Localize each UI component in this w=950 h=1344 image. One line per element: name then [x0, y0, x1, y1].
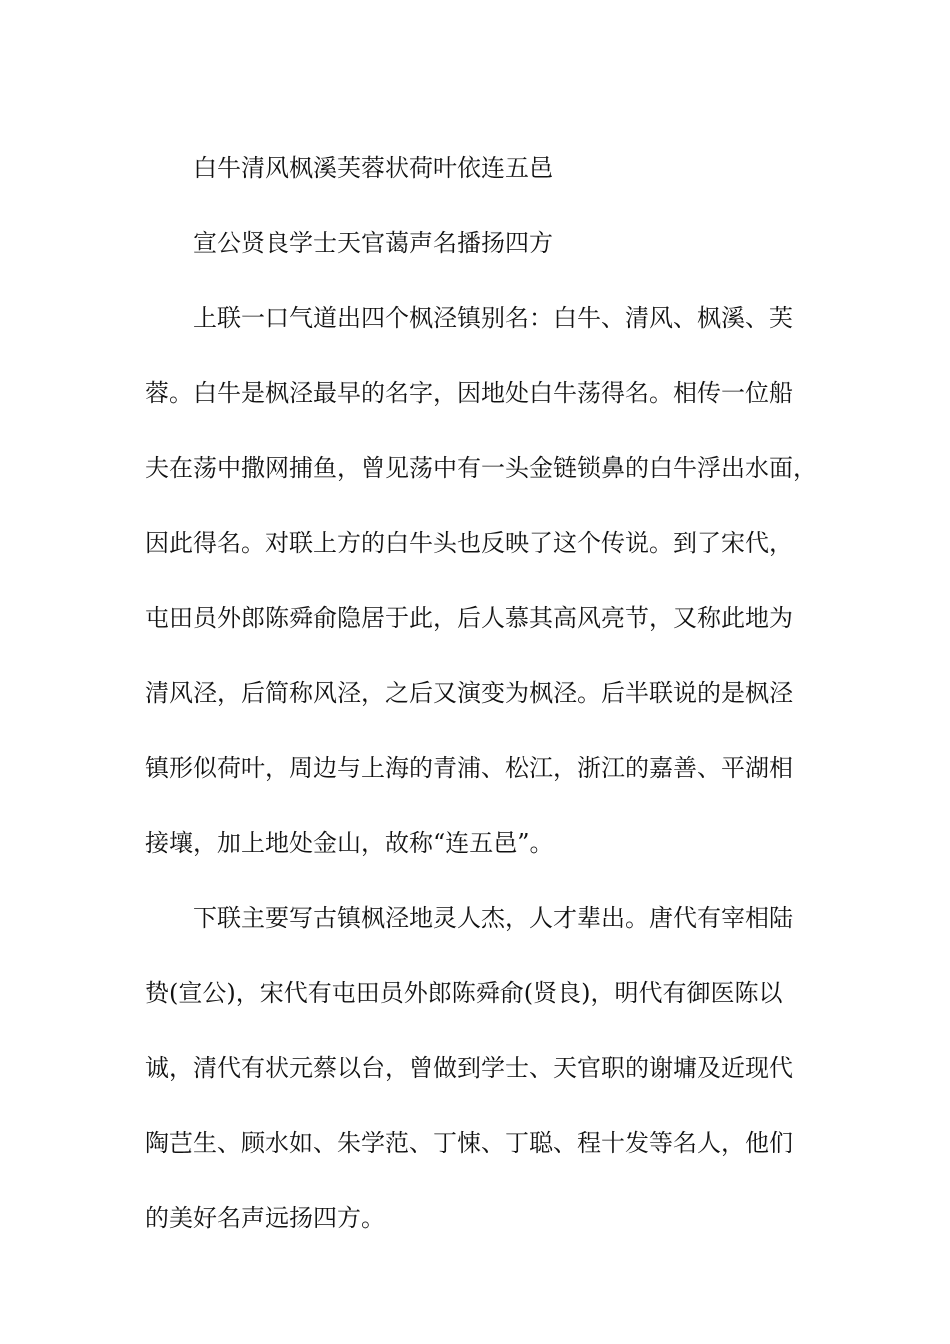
paragraph-line: 屯田员外郎陈舜俞隐居于此，后人慕其高风亮节，又称此地为 [145, 604, 793, 632]
couplet-upper-line: 白牛清风枫溪芙蓉状荷叶依连五邑 [193, 154, 553, 182]
paragraph-line: 诚，清代有状元蔡以台，曾做到学士、天官职的谢墉及近现代 [145, 1054, 793, 1082]
paragraph-lower-explanation [145, 881, 810, 1256]
couplet-lower-line: 宣公贤良学士天官蔼声名播扬四方 [193, 229, 553, 257]
paragraph-line: 因此得名。对联上方的白牛头也反映了这个传说。到了宋代， [145, 529, 793, 557]
paragraph-upper-explanation [145, 281, 817, 881]
paragraph-line: 的美好名声远扬四方。 [145, 1204, 385, 1232]
paragraph-line: 夫在荡中撒网捕鱼，曾见荡中有一头金链锁鼻的白牛浮出水面， [145, 454, 817, 482]
paragraph-line: 清风泾，后简称风泾，之后又演变为枫泾。后半联说的是枫泾 [145, 679, 793, 707]
paragraph-line: 接壤，加上地处金山，故称“连五邑”。 [145, 829, 554, 857]
paragraph-line: 陶芑生、顾水如、朱学范、丁悚、丁聪、程十发等名人，他们 [145, 1129, 793, 1157]
paragraph-line: 蓉。白牛是枫泾最早的名字，因地处白牛荡得名。相传一位船 [145, 379, 793, 407]
paragraph-line: 贽(宣公)，宋代有屯田员外郎陈舜俞(贤良)，明代有御医陈以 [145, 979, 783, 1007]
document-body [145, 131, 817, 1256]
paragraph-line: 上联一口气道出四个枫泾镇别名：白牛、清风、枫溪、芙 [193, 304, 793, 332]
paragraph-line: 下联主要写古镇枫泾地灵人杰，人才辈出。唐代有宰相陆 [193, 904, 793, 932]
paragraph-line: 镇形似荷叶，周边与上海的青浦、松江，浙江的嘉善、平湖相 [145, 754, 793, 782]
